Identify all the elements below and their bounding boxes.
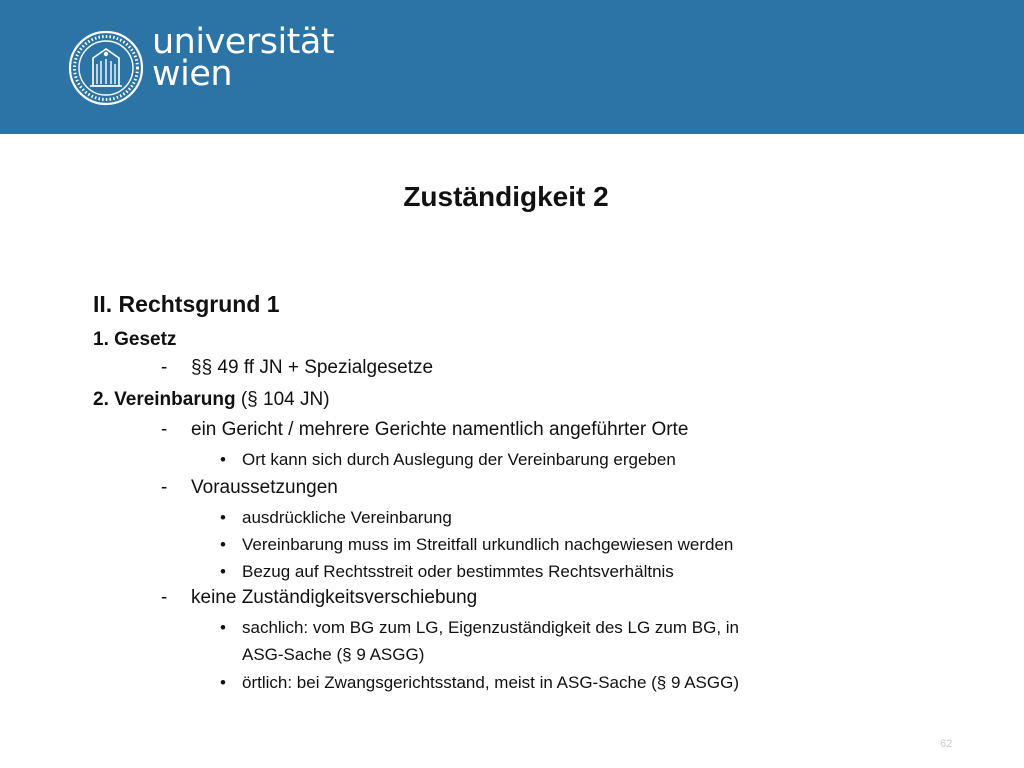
section-heading: II. Rechtsgrund 1	[93, 291, 280, 317]
bullet-text: ausdrückliche Vereinbarung	[242, 508, 452, 527]
bullet-marker: •	[220, 535, 226, 554]
bullet-marker: •	[220, 673, 226, 692]
bullet-item	[220, 673, 739, 693]
header-band	[0, 0, 1024, 134]
dash-text: ein Gericht / mehrere Gerichte namentlich angeführter Orte	[191, 419, 689, 440]
bullet-text: Vereinbarung muss im Streitfall urkundlich nachgewiesen werden	[242, 535, 734, 554]
item-2-suffix: (§ 104 JN)	[235, 389, 330, 410]
dash-marker: -	[161, 477, 168, 498]
item-1-label: 1. Gesetz	[93, 329, 177, 350]
dash-item	[161, 357, 434, 379]
university-seal-icon	[68, 30, 144, 106]
bullet-item	[220, 618, 739, 638]
dash-marker: -	[161, 357, 168, 378]
bullet-marker: •	[220, 562, 226, 581]
page-number: 62	[940, 738, 953, 750]
bullet-continuation	[242, 645, 424, 665]
bullet-marker: •	[220, 508, 226, 527]
bullet-item	[220, 450, 676, 470]
logo-line-2: wien	[152, 54, 233, 94]
item-2-heading	[93, 389, 330, 411]
bullet-item	[220, 535, 734, 555]
bullet-item	[220, 508, 452, 528]
bullet-text: örtlich: bei Zwangsgerichtsstand, meist in ASG-Sache (§ 9 ASGG)	[242, 673, 739, 692]
slide-title: Zuständigkeit 2	[403, 181, 609, 212]
bullet-item	[220, 562, 674, 582]
item-1-heading	[93, 329, 176, 351]
dash-text: Voraussetzungen	[191, 477, 338, 498]
bullet-text: ASG-Sache (§ 9 ASGG)	[242, 645, 425, 664]
item-2-label: 2. Vereinbarung	[93, 389, 236, 410]
dash-text: §§ 49 ff JN + Spezialgesetze	[191, 357, 434, 378]
dash-item	[161, 477, 338, 499]
bullet-marker: •	[220, 618, 226, 637]
dash-marker: -	[161, 419, 168, 440]
dash-marker: -	[161, 587, 168, 608]
dash-item	[161, 419, 689, 441]
university-logo-wordmark	[152, 22, 335, 94]
bullet-marker: •	[220, 450, 226, 469]
dash-item	[161, 587, 478, 609]
bullet-text: Ort kann sich durch Auslegung der Vereinbarung ergeben	[242, 450, 676, 469]
bullet-text: Bezug auf Rechtsstreit oder bestimmtes Rechtsverhältnis	[242, 562, 674, 581]
dash-text: keine Zuständigkeitsverschiebung	[191, 587, 478, 608]
bullet-text: sachlich: vom BG zum LG, Eigenzuständigkeit des LG zum BG, in	[242, 618, 739, 637]
logo-line-1: universität	[152, 22, 335, 62]
